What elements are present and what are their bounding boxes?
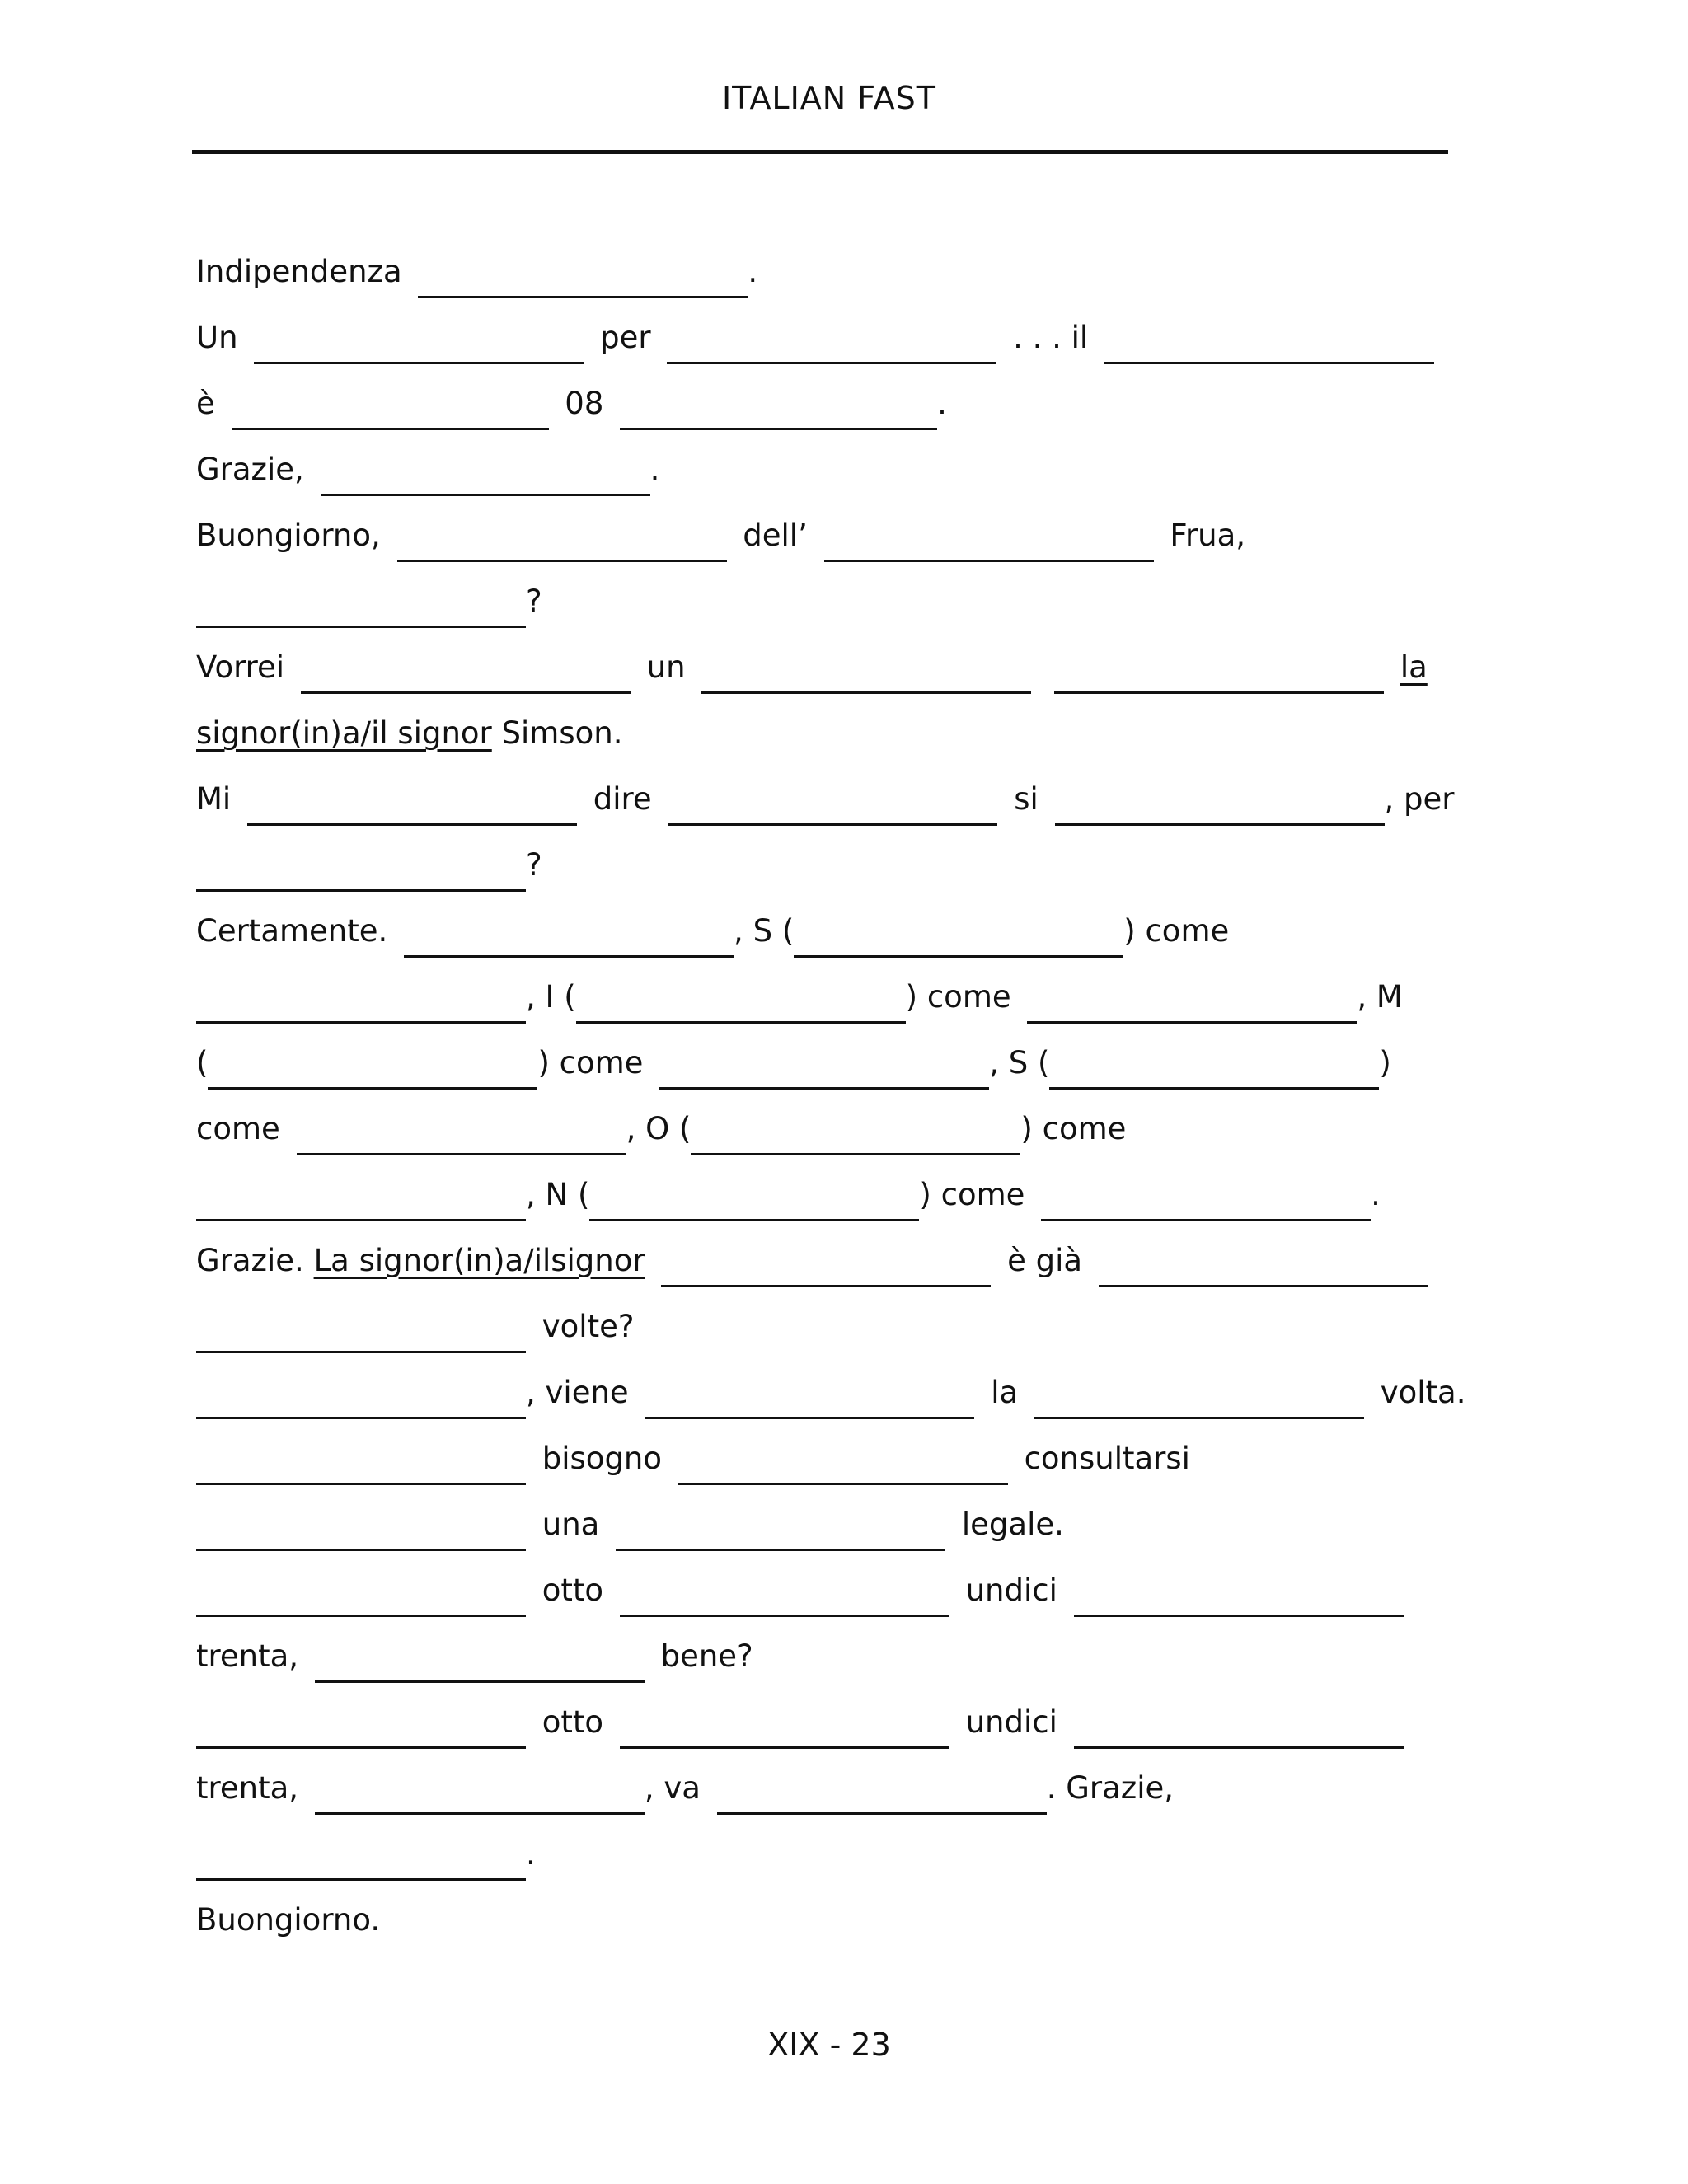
word: , N (: [526, 1177, 590, 1212]
exercise-line-5: [196, 509, 1531, 575]
word: Un: [196, 320, 238, 355]
word: come: [196, 1111, 280, 1146]
word: volta.: [1380, 1375, 1466, 1410]
word: .: [526, 1836, 536, 1872]
word: ?: [526, 583, 542, 619]
answer-blank[interactable]: [1054, 641, 1384, 694]
exercise-line-24: [196, 1762, 1531, 1828]
exercise-line-19: [196, 1432, 1531, 1498]
word: ): [1379, 1045, 1391, 1080]
exercise-line-22: [196, 1630, 1531, 1696]
word: undici: [965, 1704, 1057, 1740]
word: (: [196, 1045, 209, 1080]
word: Certamente.: [196, 913, 388, 949]
answer-blank[interactable]: [616, 1498, 945, 1551]
word: è: [196, 386, 215, 421]
word: la: [991, 1375, 1019, 1410]
exercise-line-8: [196, 707, 1531, 773]
exercise-line-23: [196, 1696, 1531, 1762]
exercise-line-26: [196, 1894, 1531, 1960]
word: , O (: [626, 1111, 692, 1146]
answer-blank[interactable]: [1104, 312, 1434, 364]
word: . . . il: [1013, 320, 1089, 355]
word: consultarsi: [1024, 1441, 1190, 1476]
answer-blank[interactable]: [196, 575, 526, 628]
answer-blank[interactable]: [208, 1037, 537, 1090]
word: volte?: [542, 1309, 635, 1344]
exercise-line-13: [196, 1037, 1531, 1103]
underlined-word: la: [1400, 649, 1428, 685]
answer-blank[interactable]: [397, 509, 727, 562]
answer-blank[interactable]: [418, 246, 748, 298]
word: bene?: [660, 1638, 753, 1674]
answer-blank[interactable]: [1074, 1696, 1404, 1749]
answer-blank[interactable]: [678, 1432, 1008, 1485]
exercise-line-25: [196, 1828, 1531, 1894]
answer-blank[interactable]: [196, 971, 526, 1024]
fill-in-exercise: [196, 246, 1531, 1960]
answer-blank[interactable]: [196, 1366, 526, 1419]
exercise-line-2: [196, 312, 1531, 377]
answer-blank[interactable]: [301, 641, 631, 694]
word: , viene: [526, 1375, 629, 1410]
exercise-line-4: [196, 443, 1531, 509]
answer-blank[interactable]: [1034, 1366, 1364, 1419]
exercise-line-18: [196, 1366, 1531, 1432]
answer-blank[interactable]: [701, 641, 1031, 694]
answer-blank[interactable]: [668, 773, 997, 826]
answer-blank[interactable]: [196, 1828, 526, 1881]
exercise-line-6: [196, 575, 1531, 641]
word: trenta,: [196, 1770, 299, 1806]
word: Grazie.: [196, 1243, 304, 1278]
answer-blank[interactable]: [645, 1366, 974, 1419]
word: ) come: [537, 1045, 644, 1080]
answer-blank[interactable]: [315, 1762, 645, 1815]
word: undici: [965, 1572, 1057, 1608]
word: trenta,: [196, 1638, 299, 1674]
exercise-line-14: [196, 1103, 1531, 1169]
word: . Grazie,: [1046, 1770, 1174, 1806]
word: .: [1371, 1177, 1381, 1212]
exercise-line-16: [196, 1235, 1531, 1301]
answer-blank[interactable]: [1099, 1235, 1428, 1287]
exercise-line-9: [196, 773, 1531, 839]
answer-blank[interactable]: [321, 443, 650, 496]
word: ) come: [919, 1177, 1025, 1212]
word: Mi: [196, 781, 232, 817]
word: , S (: [734, 913, 795, 949]
answer-blank[interactable]: [1055, 773, 1385, 826]
word: .: [649, 452, 660, 487]
word: Buongiorno.: [196, 1902, 381, 1938]
exercise-line-20: [196, 1498, 1531, 1564]
answer-blank[interactable]: [794, 905, 1123, 958]
answer-blank[interactable]: [196, 839, 526, 892]
word: Grazie,: [196, 452, 304, 487]
exercise-line-3: [196, 377, 1531, 443]
answer-blank[interactable]: [254, 312, 584, 364]
exercise-line-10: [196, 839, 1531, 905]
word: , M: [1357, 979, 1403, 1015]
exercise-line-11: [196, 905, 1531, 971]
word: un: [646, 649, 686, 685]
answer-blank[interactable]: [232, 377, 549, 430]
exercise-line-15: [196, 1169, 1531, 1235]
answer-blank[interactable]: [691, 1103, 1020, 1155]
word: Buongiorno,: [196, 518, 381, 553]
answer-blank[interactable]: [661, 1235, 991, 1287]
answer-blank[interactable]: [404, 905, 734, 958]
answer-blank[interactable]: [589, 1169, 919, 1221]
word: otto: [542, 1572, 604, 1608]
word: ) come: [905, 979, 1011, 1015]
word: otto: [542, 1704, 604, 1740]
title-rule: [192, 150, 1448, 154]
answer-blank[interactable]: [196, 1564, 526, 1617]
answer-blank[interactable]: [824, 509, 1154, 562]
word: dell’: [743, 518, 808, 553]
word: è già: [1007, 1243, 1083, 1278]
answer-blank[interactable]: [315, 1630, 645, 1683]
word: Indipendenza: [196, 254, 402, 289]
answer-blank[interactable]: [196, 1301, 526, 1353]
word: 08: [565, 386, 604, 421]
exercise-line-7: [196, 641, 1531, 707]
answer-blank[interactable]: [1049, 1037, 1379, 1090]
word: si: [1014, 781, 1039, 817]
word: .: [748, 254, 758, 289]
word: ?: [526, 847, 542, 883]
word: una: [542, 1507, 600, 1542]
answer-blank[interactable]: [576, 971, 906, 1024]
answer-blank[interactable]: [297, 1103, 626, 1155]
answer-blank[interactable]: [196, 1498, 526, 1551]
page-title: ITALIAN FAST: [721, 80, 937, 116]
answer-blank[interactable]: [196, 1432, 526, 1485]
word: Frua,: [1170, 518, 1246, 553]
exercise-line-1: [196, 246, 1531, 312]
word: ) come: [1020, 1111, 1127, 1146]
word: .: [937, 386, 947, 421]
answer-blank[interactable]: [659, 1037, 989, 1090]
answer-blank[interactable]: [620, 1564, 950, 1617]
word: , per: [1384, 781, 1455, 817]
answer-blank[interactable]: [620, 1696, 950, 1749]
answer-blank[interactable]: [196, 1696, 526, 1749]
word: per: [600, 320, 651, 355]
word: Vorrei: [196, 649, 285, 685]
answer-blank[interactable]: [1041, 1169, 1371, 1221]
underlined-phrase: signor(in)a/il signor: [196, 715, 492, 751]
word: , S (: [989, 1045, 1050, 1080]
word: Simson.: [501, 715, 623, 751]
word: bisogno: [542, 1441, 663, 1476]
answer-blank[interactable]: [717, 1762, 1047, 1815]
word: legale.: [961, 1507, 1064, 1542]
underlined-phrase: La signor(in)a/ilsignor: [313, 1243, 645, 1278]
exercise-line-17: [196, 1301, 1531, 1366]
answer-blank[interactable]: [620, 377, 937, 430]
answer-blank[interactable]: [247, 773, 577, 826]
exercise-line-12: [196, 971, 1531, 1037]
word: , I (: [526, 979, 576, 1015]
word: , va: [644, 1770, 701, 1806]
exercise-line-21: [196, 1564, 1531, 1630]
answer-blank[interactable]: [667, 312, 996, 364]
answer-blank[interactable]: [1074, 1564, 1404, 1617]
word: ) come: [1123, 913, 1230, 949]
word: dire: [593, 781, 652, 817]
answer-blank[interactable]: [1027, 971, 1357, 1024]
answer-blank[interactable]: [196, 1169, 526, 1221]
page-number: XIX - 23: [767, 2027, 891, 2063]
